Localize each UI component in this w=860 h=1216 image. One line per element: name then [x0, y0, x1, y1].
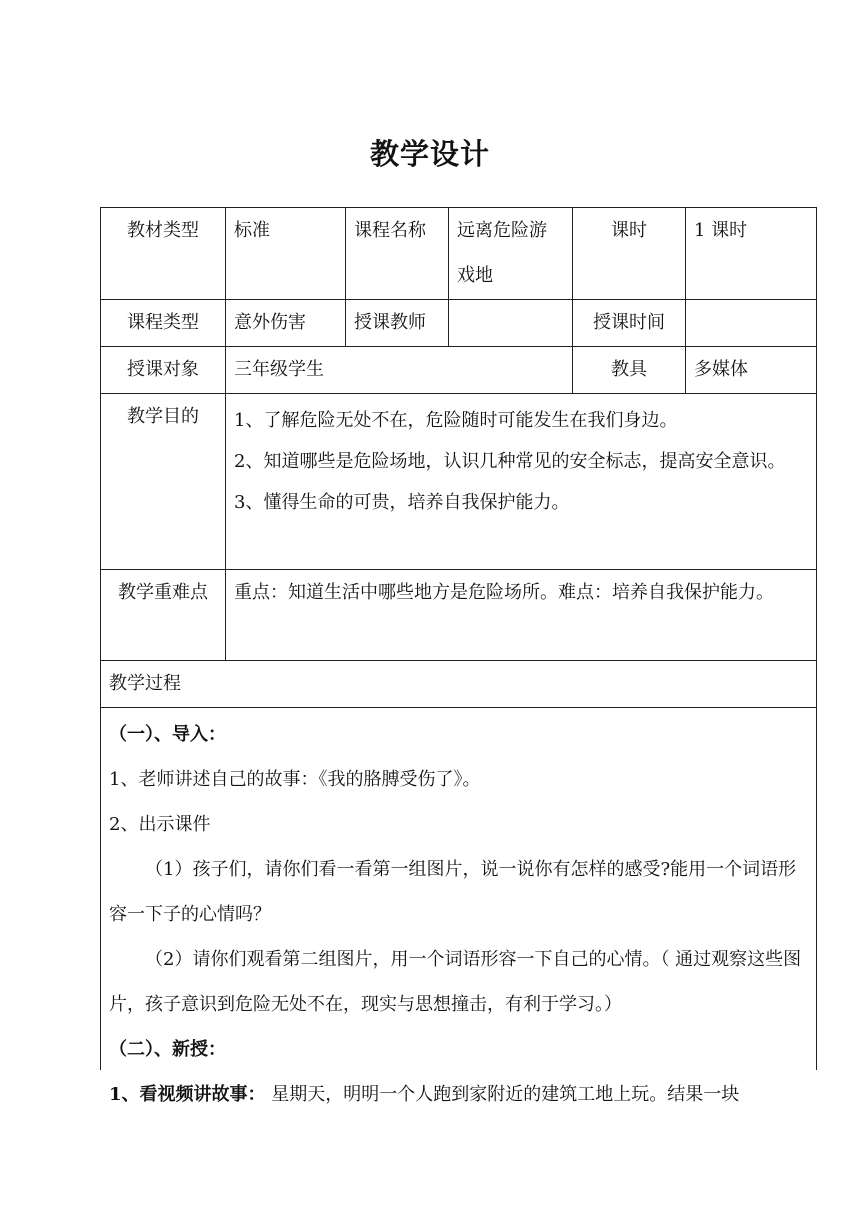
key-points-content: 重点：知道生活中哪些地方是危险场所。难点：培养自我保护能力。 [234, 582, 774, 603]
time-value [686, 300, 816, 346]
section-heading: （一）、导入： [109, 724, 226, 745]
objective-item: 1、了解危险无处不在，危险随时可能发生在我们身边。 [234, 410, 678, 431]
teacher-value [449, 300, 573, 346]
period-value: 1 课时 [694, 220, 748, 241]
tools-value: 多媒体 [694, 359, 748, 380]
story-text: 星期天，明明一个人跑到家附近的建筑工地上玩。结果一块 [265, 1084, 740, 1105]
audience-value: 三年级学生 [226, 347, 573, 393]
document-title: 教学设计 [369, 137, 490, 171]
objectives-content [226, 394, 816, 569]
process-content [101, 708, 816, 1105]
table-row [101, 300, 816, 347]
objective-item: 3、懂得生命的可贵，培养自我保护能力。 [234, 492, 570, 513]
audience-label: 授课对象 [101, 347, 226, 393]
table-row [101, 347, 816, 394]
process-item: 2、出示课件 [109, 814, 211, 835]
material-type-value: 标准 [226, 208, 346, 299]
course-name-label: 课程名称 [346, 208, 449, 299]
material-type-label: 教材类型 [101, 208, 226, 299]
lesson-plan-table [100, 207, 817, 1105]
story-lead: 1、看视频讲故事： [109, 1084, 266, 1105]
process-subitem: （1）孩子们，请你们看一看第一组图片，说一说你有怎样的感受?能用一个词语形容一下子的心情吗？ [109, 859, 797, 925]
period-label: 课时 [573, 208, 686, 299]
table-row [101, 661, 816, 708]
course-type-label: 课程类型 [101, 300, 226, 346]
key-points-label: 教学重难点 [101, 570, 226, 660]
table-row [101, 570, 816, 661]
course-type-value: 意外伤害 [226, 300, 346, 346]
section-heading: （二）、新授： [109, 1039, 226, 1060]
process-label: 教学过程 [109, 673, 181, 694]
process-subitem: （2）请你们观看第二组图片，用一个词语形容一下自己的心情。（ 通过观察这些图片，孩子意识到危险无处不在，现实与思想撞击，有利于学习。） [109, 949, 802, 1015]
table-row [101, 208, 816, 300]
time-label: 授课时间 [573, 300, 686, 346]
objective-item: 2、知道哪些是危险场地，认识几种常见的安全标志，提高安全意识。 [234, 451, 786, 472]
process-item: 1、老师讲述自己的故事：《我的胳膊受伤了》。 [109, 769, 481, 790]
tools-label: 教具 [573, 347, 686, 393]
table-row [101, 394, 816, 570]
objectives-label: 教学目的 [101, 394, 226, 569]
course-name-value: 远离危险游戏地 [449, 208, 573, 299]
story-paragraph [109, 1072, 808, 1117]
teacher-label: 授课教师 [346, 300, 449, 346]
